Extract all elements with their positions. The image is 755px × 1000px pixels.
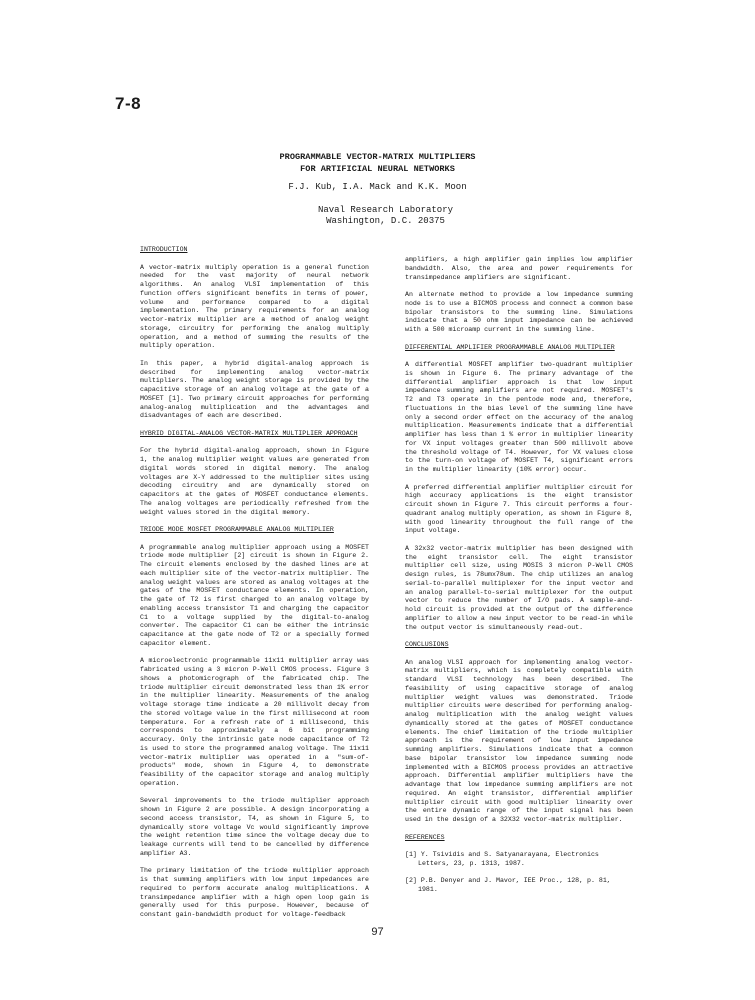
paragraph: An alternate method to provide a low impedance summing node is to use a BICMOS process and connect a common base bipolar transistors to the summing line. Simulations indicate that a 50 ohm input impedance can be achieved with a 500 microamp current in the summing line. [405,291,633,333]
reference-item: [2] P.B. Denyer and J. Mavor, IEE Proc., 128, p. 81, 1981. [405,877,611,893]
paragraph: A preferred differential amplifier multiplier circuit for high accuracy applications is the eight transistor circuit shown in Figure 7. This circuit performs a four-quadrant analog multiply operation, as shown in Figure 8, with good linearity throughout the full range of the input voltage. [405,483,633,535]
section-heading: REFERENCES [405,833,445,841]
paragraph: A differential MOSFET amplifier two-quadrant multiplier is shown in Figure 6. The primary advantage of the differential amplifier approach is that low input impedance summing amplifiers are not required. MOSFET's T2 and T3 operate in the pentode mode and, therefore, fluctuations in the bias level of the summing line have only a second order effect on the accuracy of the analog multiplication. Measurements indicate that a differential amplifier has less than 1 % error in multiplier linearity for VX input voltages greater than 500 millivolt above the threshold voltage of T4. However, for VX values close to the turn-on voltage of MOSFET T4, significant errors in the multiplier linearity (10% error) occur. [405,361,633,473]
section-heading: INTRODUCTION [140,246,188,253]
paragraph: A vector-matrix multiply operation is a general function needed for the vast majority of neural network algorithms. An analog VLSI implementation of this function offers significant benefits in terms of power, volume and performance compared to a digital implementation. The primary requirements for an analog vector-matrix multiplier are a method of analog weight storage, circuitry for performing the analog multiply operation, and a method of summing the results of the multiply operation. [140,263,369,350]
title-line-1: PROGRAMMABLE VECTOR-MATRIX MULTIPLIERS [279,152,476,162]
paragraph: The primary limitation of the triode multiplier approach is that summing amplifiers with low input impedances are required to perform accurate analog multiplications. A transimpedance amplifier with a high open loop gain is generally used for this purpose. However, because of constant gain-bandwidth product for voltage-feedback [140,867,369,918]
left-column [140,246,369,929]
paragraph: amplifiers, a high amplifier gain implies low amplifier bandwidth. Also, the area and power requirements for transimpedance amplifiers are significant. [405,256,633,281]
paragraph: Several improvements to the triode multiplier approach shown in Figure 2 are possible. A design incorporating a second access transistor, T4, as shown in Figure 5, to dynamically store voltage Vc would significantly improve the weight retention time since the voltage decay due to leakage currents will tend to be cancelled by difference amplifier A3. [140,797,369,857]
section-number: 7-8 [115,94,142,113]
paragraph: A programmable analog multiplier approach using a MOSFET triode mode multiplier [2] circuit is shown in Figure 2. The circuit elements enclosed by the dashed lines are at each multiplier site of the vector-matrix multiplier. The analog weight values are stored as analog voltages at the gates of the MOSFET conductance elements. In operation, the gate of T2 is first charged to an analog voltage by enabling access transistor T1 and charging the capacitor C1 to a voltage supplied by the digital-to-analog converter. The capacitor C1 can be either the intrinsic capacitance at the gate node of T2 or a specially formed capacitor element. [140,543,369,647]
right-column [405,256,633,904]
affiliation-line-2: Washington, D.C. 20375 [326,216,445,226]
paragraph: In this paper, a hybrid digital-analog approach is described for implementing analog vector-matrix multipliers. The analog weight storage is provided by the capacitive storage of an analog voltage at the gate of a MOSFET [1]. Two primary circuit approaches for performing analog-analog multiplication and the advantages and disadvantages of each are described. [140,359,369,420]
section-heading: HYBRID DIGITAL-ANALOG VECTOR-MATRIX MULTIPLIER APPROACH [140,429,358,437]
page-number: 97 [371,926,384,938]
reference-item: [1] Y. Tsividis and S. Satyanarayana, Electronics Letters, 23, p. 1313, 1987. [405,851,599,867]
paper-title [0,151,755,175]
section-heading: TRIODE MODE MOSFET PROGRAMMABLE ANALOG MULTIPLIER [140,526,334,533]
paragraph: A microelectronic programmable 11x11 multiplier array was fabricated using a 3 micron P-Well CMOS process. Figure 3 shows a photomicrograph of the fabricated chip. The triode multiplier circuit demonstrated less than 1% error in the multiplier linearity. Measurements of the analog voltage storage time indicate a 20 millivolt decay from the stored voltage value in the first millisecond at room temperature. For a refresh rate of 1 millisecond, this corresponds to approximately a 6 bit programming accuracy. Only the intrinsic gate node capacitance of T2 is used to store the programmed analog voltage. The 11x11 vector-matrix multiplier was operated in a "sum-of-products" mode, shown in Figure 4, to demonstrate feasibility of the capacitor storage and analog multiply operation. [140,657,369,787]
section-heading: CONCLUSIONS [405,641,449,648]
section-heading: DIFFERENTIAL AMPLIFIER PROGRAMMABLE ANALOG MULTIPLIER [405,343,615,351]
title-line-2: FOR ARTIFICIAL NEURAL NETWORKS [300,164,455,174]
paragraph: For the hybrid digital-analog approach, shown in Figure 1, the analog multiplier weight values are generated from digital words stored in digital memory. The analog voltages are X-Y addressed to the multiplier sites using decoding circuitry and are dynamically stored on capacitors at the gates of MOSFET conductance elements. The analog voltages are periodically refreshed from the weight values stored in the digital memory. [140,447,369,516]
paragraph: A 32x32 vector-matrix multiplier has been designed with the eight transistor cell. The eight transistor multiplier cell size, using MOSIS 3 micron P-Well CMOS design rules, is 78umx78um. The chip utilizes an analog serial-to-parallel multiplexer for the input vector and an analog parallel-to-serial multiplexer for the output vector to reduce the number of I/O pads. A sample-and-hold circuit is provided at the output of the difference amplifier to allow a new input vector to be read-in while the output vector is simultaneously read-out. [405,544,633,631]
paragraph: An analog VLSI approach for implementing analog vector-matrix multipliers, which is completely compatible with standard VLSI technology has been described. The feasibility of using capacitive storage of analog multiplier weight values was demonstrated. Triode multiplier circuits were described for performing analog-analog multiplication with the analog weight values dynamically stored at the gates of MOSFET conductance elements. The chief limitation of the triode multiplier approach is the requirement of low input impedance summing amplifiers. Simulations indicate that a common base bipolar transistor low impedance summing node implemented with a BICMOS process provides an attractive approach. Differential amplifier multipliers have the advantage that low impedance summing amplifiers are not required. An eight transistor, differential amplifier multiplier circuit with good multiplier linearity over the entire dynamic range of the input signal has been used in the design of a 32X32 vector-matrix multiplier. [405,658,633,823]
authors: F.J. Kub, I.A. Mack and K.K. Moon [288,182,467,192]
affiliation [8,205,755,227]
affiliation-line-1: Naval Research Laboratory [317,205,454,215]
